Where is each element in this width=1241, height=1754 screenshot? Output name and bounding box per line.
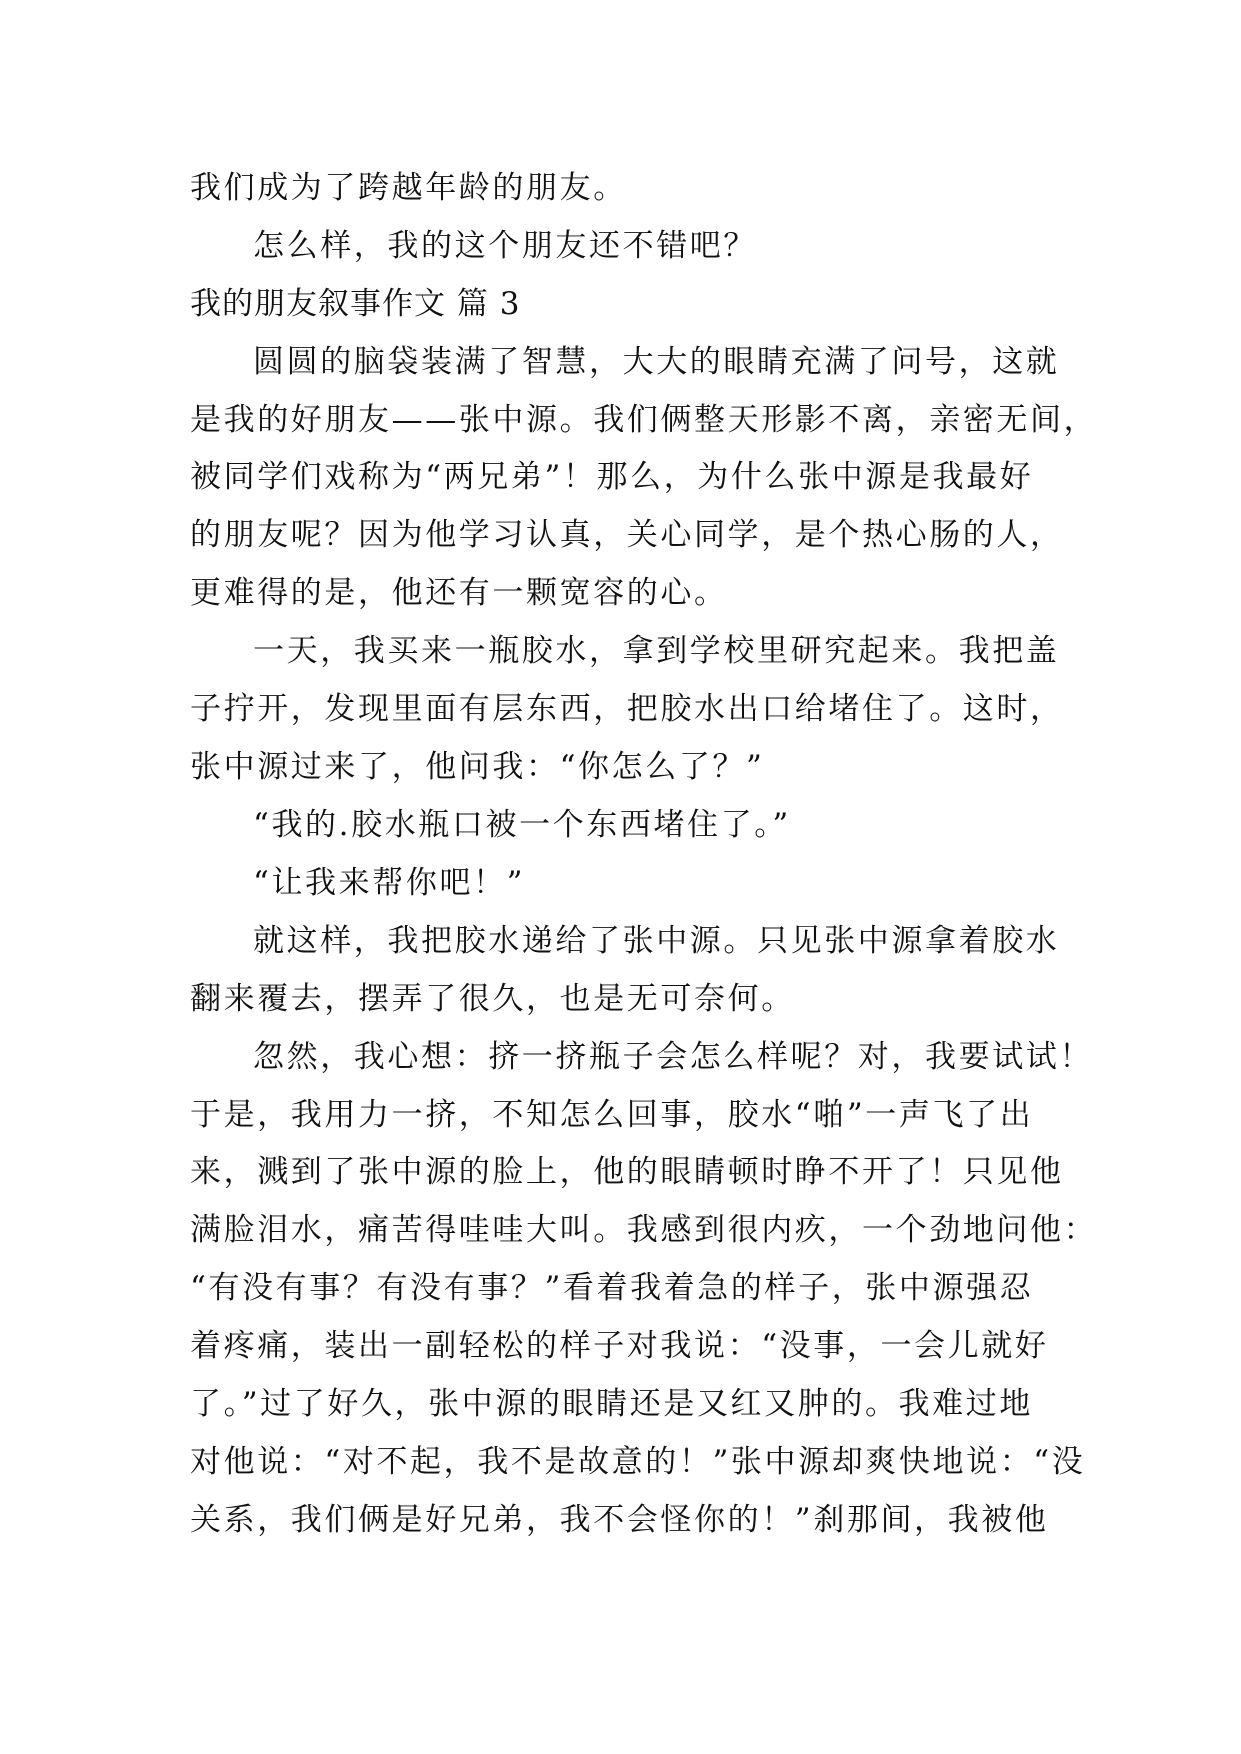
paragraph-line: 更难得的是，他还有一颗宽容的心。 bbox=[190, 575, 728, 611]
paragraph-line: 被同学们戏称为“两兄弟”！那么，为什么张中源是我最好 bbox=[190, 459, 1034, 495]
paragraph-line: 忽然，我心想：挤一挤瓶子会怎么样呢？对，我要试试！ bbox=[253, 1039, 1093, 1075]
paragraph-line: 了。”过了好久，张中源的眼睛还是又红又肿的。我难过地 bbox=[190, 1386, 1033, 1422]
paragraph-line: “有没有事？有没有事？”看着我着急的样子，张中源强忍 bbox=[190, 1270, 1034, 1306]
paragraph-line: 张中源过来了，他问我：“你怎么了？” bbox=[190, 749, 765, 785]
paragraph-line: 的朋友呢？因为他学习认真，关心同学，是个热心肠的人， bbox=[190, 517, 1064, 553]
paragraph-line: 就这样，我把胶水递给了张中源。只见张中源拿着胶水 bbox=[253, 923, 1060, 959]
paragraph-line: 着疼痛，装出一副轻松的样子对我说：“没事，一会儿就好 bbox=[190, 1328, 1049, 1364]
paragraph-line: 满脸泪水，痛苦得哇哇大叫。我感到很内疚，一个劲地问他： bbox=[190, 1212, 1098, 1248]
paragraph-line: 我们成为了跨越年龄的朋友。 bbox=[190, 170, 627, 206]
paragraph-line: 怎么样，我的这个朋友还不错吧？ bbox=[253, 228, 757, 264]
paragraph-line: 关系，我们俩是好兄弟，我不会怪你的！”刹那间，我被他 bbox=[190, 1502, 1049, 1538]
paragraph-line: 子拧开，发现里面有层东西，把胶水出口给堵住了。这时， bbox=[190, 691, 1064, 727]
paragraph-line: 一天，我买来一瓶胶水，拿到学校里研究起来。我把盖 bbox=[253, 633, 1060, 669]
paragraph-line: 于是，我用力一挤，不知怎么回事，胶水“啪”一声飞了出 bbox=[190, 1097, 1034, 1133]
paragraph-line: 是我的好朋友——张中源。我们俩整天形影不离，亲密无间， bbox=[190, 402, 1098, 438]
paragraph-line: 对他说：“对不起，我不是故意的！”张中源却爽快地说：“没 bbox=[190, 1444, 1086, 1480]
paragraph-line: “我的.胶水瓶口被一个东西堵住了。” bbox=[253, 807, 791, 843]
paragraph-line: “让我来帮你吧！” bbox=[253, 865, 526, 901]
paragraph-line: 来，溅到了张中源的脸上，他的眼睛顿时睁不开了！只见他 bbox=[190, 1154, 1064, 1190]
section-title: 我的朋友叙事作文 篇 3 bbox=[190, 286, 521, 322]
paragraph-line: 翻来覆去，摆弄了很久，也是无可奈何。 bbox=[190, 981, 795, 1017]
paragraph-line: 圆圆的脑袋装满了智慧，大大的眼睛充满了问号，这就 bbox=[253, 344, 1060, 380]
